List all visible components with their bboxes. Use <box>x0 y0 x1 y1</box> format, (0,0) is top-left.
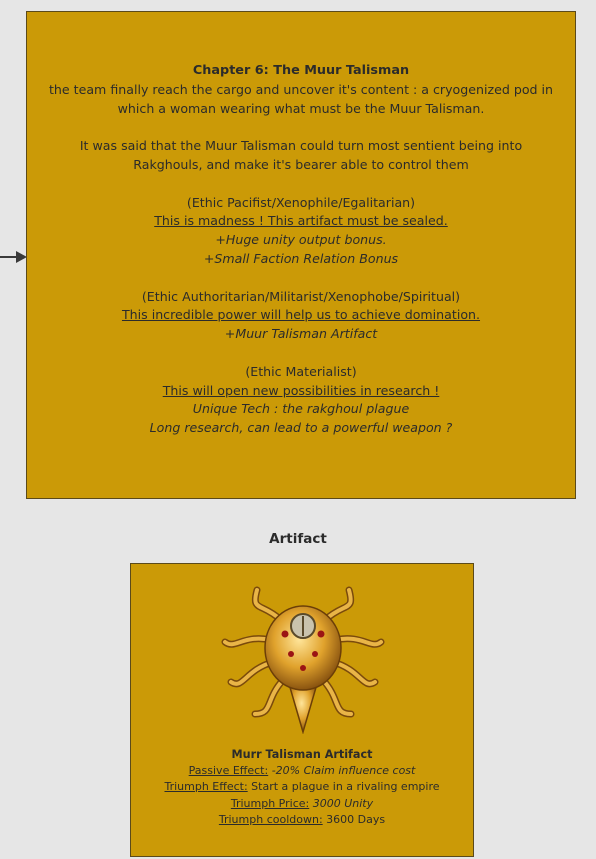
triumph-effect-label: Triumph Effect: <box>164 780 248 794</box>
chapter-description-line: Rakghouls, and make it's bearer able to control them <box>133 156 469 172</box>
option-effect: +Small Faction Relation Bonus <box>203 250 399 266</box>
chapter-title: Chapter 6: The Muur Talisman <box>192 63 410 78</box>
artifact-card[interactable] <box>130 563 474 857</box>
option-choice: This will open new possibilities in research ! <box>162 382 440 398</box>
triumph-price-label: Triumph Price: <box>230 796 310 810</box>
triumph-cooldown-value: 3600 Days <box>326 812 386 826</box>
triumph-price-value: 3000 Unity <box>312 796 374 810</box>
artifact-passive-effect <box>131 763 473 779</box>
option-effect: +Huge unity output bonus. <box>215 232 387 248</box>
option-effect: Long research, can lead to a powerful weapon ? <box>149 420 453 436</box>
artifact-name: Murr Talisman Artifact <box>231 748 373 761</box>
passive-effect-label: Passive Effect: <box>188 764 269 778</box>
triumph-cooldown-label: Triumph cooldown: <box>218 812 323 826</box>
option-ethic: (Ethic Authoritarian/Militarist/Xenophobe/Spiritual) <box>141 288 461 304</box>
option-ethic: (Ethic Pacifist/Xenophile/Egalitarian) <box>186 194 416 210</box>
option-choice: This is madness ! This artifact must be sealed. <box>154 213 448 229</box>
artifact-triumph-effect <box>131 779 473 795</box>
chapter-intro-line: which a woman wearing what must be the Muur Talisman. <box>117 100 485 116</box>
artifact-triumph-cooldown <box>131 812 473 828</box>
passive-effect-value: -20% Claim influence cost <box>271 764 416 778</box>
chapter-card[interactable] <box>26 11 576 499</box>
talisman-icon <box>221 582 385 734</box>
option-effect: Unique Tech : the rakghoul plague <box>192 401 410 417</box>
triumph-effect-value: Start a plague in a rivaling empire <box>251 780 440 794</box>
incoming-arrow-icon <box>0 250 28 264</box>
chapter-intro-line: the team finally reach the cargo and uncover it's content : a cryogenized pod in <box>48 81 553 97</box>
option-effect: +Muur Talisman Artifact <box>224 326 378 342</box>
option-choice: This incredible power will help us to achieve domination. <box>121 307 481 323</box>
artifact-triumph-price <box>131 796 473 812</box>
option-ethic: (Ethic Materialist) <box>245 363 357 379</box>
chapter-description-line: It was said that the Muur Talisman could turn most sentient being into <box>79 138 523 154</box>
artifact-heading: Artifact <box>269 531 327 547</box>
